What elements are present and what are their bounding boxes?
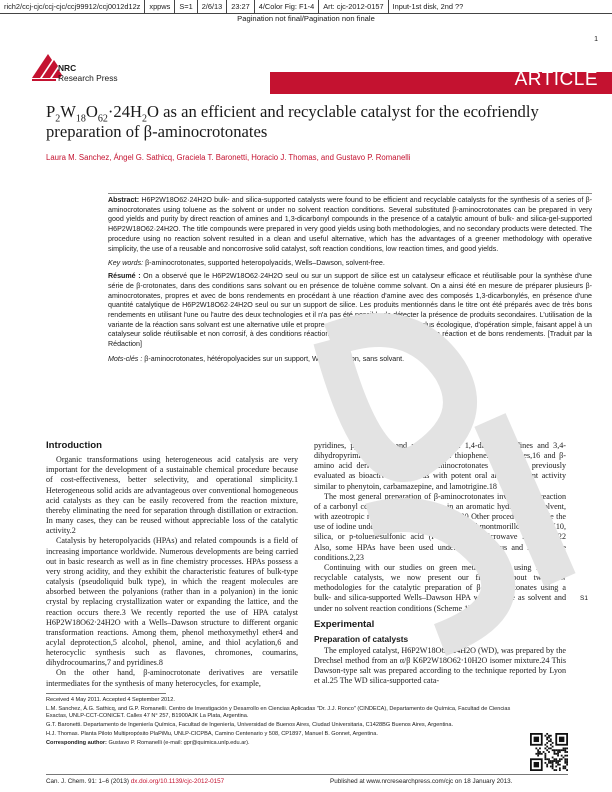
keywords-line: Key words: β-aminocrotonates, supported heteropolyacids, Wells–Dawson, solvent-free. [108, 259, 385, 268]
proof-color-figs: 4/Color Fig: F1-4 [255, 0, 319, 13]
mots-cles-line: Mots-clés : β-aminocrotonates, hétéropolyacides sur un support, Wells–Dawson, sans solvant. [108, 354, 405, 363]
col2-paragraph-2: The most general preparation of β-aminocrotonates involves the reaction of a carbonyl compound with an amine in an aromatic hydrocarbon solvent, with azeotropic removal of formed water.19,20 Other procedures include the use of iodine under solvent-free conditions,21 and montmorillonite clay K10, silica, or p-toluenesulfonic acid (PTSA) under microwave irradiation.22 Also, some HPAs have been used under heterogeneous and solvent-free conditions.2,23 [314, 491, 566, 562]
pagination-notice: Pagination not final/Pagination non finale [237, 14, 375, 23]
proof-info-bar [0, 0, 612, 14]
scheme-marker: S1 [580, 595, 588, 602]
intro-paragraph-1: Organic transformations using heterogeneous acid catalysis are very important for the development of a sustainable chemical procedure because of cost-effectiveness, better selectivity, and operational simplicity.1 Heterogeneous solid acids are advantageous over conventional homogeneous acid catalysts as they can be easily recovered from the reaction mixture, thereby eliminating the need for separation through distillation or extraction. In many cases, they can be reused without appreciable loss of the catalytic activity.2 [46, 455, 298, 536]
proof-article-id: Art: cjc-2012-0157 [319, 0, 388, 13]
intro-heading: Introduction [46, 440, 102, 451]
received-dates: Received 4 May 2011. Accepted 4 September 2012. [46, 697, 175, 703]
proof-path: rich2/ccj-cjc/ccj-cjc/ccj99912/ccj0012d12z [0, 0, 145, 13]
publisher-subname: Research Press [58, 73, 118, 83]
col2-paragraph-3: Continuing with our studies on green methodologies using HPAs as recyclable catalysts, we now present our findings about two new methodologies for the catalytic preparation of β-aminocrotonates using a bulk- and silica-supported Wells–Dawson HPA with toluene as solvent and under no solvent reaction conditions (Scheme 1). [314, 562, 566, 613]
abstract-paragraph: Abstract: H6P2W18O62·24H2O bulk- and silica-supported catalysts were found to be efficient and recyclable catalysts for the synthesis of a series of β-aminocrotonates using toluene as the solvent or under no solvent reaction conditions. Several substituted β-aminocrotonates can be prepared in very good yields and purity by direct reaction of amines and 1,3-dicarbonyl compounds in the presence of a catalytic amount of bulk- and silica-gel-supported H6P2W18O62·24H2O. The title compounds were prepared in very good yields using both methodologies, and no secondary products were detected. The procedure using no reaction solvent resulted in a clean and useful alternative, which has the advantages of a greener methodology with operative simplicity, the use of a reusable and noncorrosive solid catalyst, soft reaction conditions, low reaction times, and good yields. [108, 196, 592, 253]
experimental-heading: Experimental [314, 618, 375, 630]
abstract-block [108, 196, 592, 368]
affiliation-3: H.J. Thomas. Planta Piloto Multipropósito PlaPiMu, UNLP-CICPBA, Camino Centenario y 508, CP1897, Manuel B. Gonnet, Argentina. [46, 731, 378, 738]
article-type-label: ARTICLE [514, 69, 598, 90]
col2-paragraph-1: pyridines, pyrimidines, and pyrazoles,9–12 1,4-dihydropyridines and 3,4-dihydropyrimidines,13,14 tetrasubstituted thiophenes,15 pyrroles,16 and β-amino acid derivatives.17 Also, β-aminocrotonates have been previously evaluated as bioactive compounds with potent oral anticonvulsant activity similar to phenytoin, carbamazepine, and lamotrigine.18 [314, 441, 566, 491]
proof-system: xppws [145, 0, 175, 13]
corresponding-author: Corresponding author: Gustavo P. Romanelli (e-mail: gpr@quimica.unlp.edu.ar). [46, 740, 250, 747]
affiliation-2: G.T. Baronetti. Departamento de Ingeniería Química, Facultad de Ingeniería, Universidad de Buenos Aires, Ciudad Universitaria, C1428BG Buenos Aires, Argentina. [46, 722, 454, 729]
catalyst-subheading: Preparation of catalysts [314, 633, 409, 644]
publisher-name: NRC [58, 63, 77, 73]
footnotes [46, 697, 546, 749]
bottom-rule [46, 774, 568, 775]
intro-paragraph-2: Catalysis by heteropolyacids (HPAs) and related compounds is a field of increasing importance worldwide. Numerous developments are being carried out in basic research as well as in fine chemistry processes. HPAs possess a very strong acidity, and they exhibit the characteristic features of bulk-type catalysis (pseudoliquid bulk type), in which the reagent molecules are absorbed between the polyanions (rather than in a polyanion) in the ionic crystal by replacing crystallization water or expanding the lattice, and the reaction occurs there.3 We recently reported the use of HPA catalyst H6P2W18O62·24H2O with a Wells–Dawson structure to different organic transformation reactions. Among them, phenol methoxymethyl ether4 and acylal deprotection,5 alcohol, phenol, amine, and thiol acylation,6 and heterocyclic synthesis such as flavones, chromones, coumarins, dihydrocoumarins,7 and pyridines.8 [46, 536, 298, 668]
resume-paragraph: Résumé : On a observé que le H6P2W18O62·24H2O seul ou sur un support de silice est un catalyseur efficace et réutilisable pour la synthèse d'une série de β-crotonates, dans des conditions sans solvant ou en présence de toluène comme solvant. On a ainsi été en mesure de préparer plusieurs β-aminocrotonates, propres et avec de bons rendements en procédant à une réaction d'amine avec des composés 1,3-dicarbonylés, en présence d'une quantité catalytique de H6P2W18O62·24H2O seul ou sur un support de silice. Les produits mentionnés dans le titre ont été préparés avec de très bons rendements en utilisant l'une ou l'autre des deux technologies et il n'a pas été possible de détecter la présence de produits secondaires. L'utilisation de la variante de la réaction sans solvant est une alternative utile et propre qui présente l'avantage d'être plus écologique, d'opération simple, faisant appel à un catalyseur solide réutilisable et non corrosif, à des conditions réactionnelles douces, de faibles temps de réaction et de bons rendements. [Traduit par la Rédaction] [108, 272, 592, 349]
proof-input: Input-1st disk, 2nd ?? [392, 2, 464, 11]
page-number: 1 [594, 36, 598, 43]
right-column [314, 441, 566, 687]
proof-sequence: S=1 [175, 0, 197, 13]
doi-link[interactable]: dx.doi.org/10.1139/cjc-2012-0157 [130, 778, 225, 785]
proof-time: 23:27 [227, 0, 255, 13]
article-title: $P_2W_{18}O_{62}\cdot 24H_2O$ as an efficient and recyclable catalyst for the ecofriendly preparation of β-aminocrotonates [46, 102, 539, 141]
qr-code-icon[interactable] [530, 733, 568, 771]
nrc-logo-icon [28, 48, 148, 94]
publication-notice: Published at www.nrcresearchpress.com/cjc on 18 January 2013. [330, 778, 513, 785]
affiliation-1: L.M. Sanchez, Á.G. Sathicq, and G.P. Romanelli. Centro de Investigación y Desarrollo en Ciencias Aplicadas "Dr. J.J. Ronco" (CINDECA), Departamento de Química, Facultad de Ciencias Exactas, UNLP-CCT-CONICET. Calles 47 N° 257, B1900AJK La Plata, Argentina. [46, 705, 511, 720]
journal-citation: Can. J. Chem. 91: 1–6 (2013) dx.doi.org/10.1139/cjc-2012-0157 [46, 778, 225, 785]
abstract-top-rule [108, 193, 592, 194]
author-list: Laura M. Sanchez, Ángel G. Sathicq, Graciela T. Baronetti, Horacio J. Thomas, and Gustavo P. Romanelli [46, 153, 411, 162]
intro-paragraph-3: On the other hand, β-aminocrotonate derivatives are versatile intermediates for the synthesis of many heterocycles, for example, [46, 668, 298, 688]
col2-paragraph-4: The employed catalyst, H6P2W18O62·24H2O (WD), was prepared by the Drechsel method from an α/β K6P2W18O62·10H2O isomer mixture.24 This Dawson-type salt was prepared according to the technique reported by Lyon et al.25 The WD silica-supported cata- [314, 645, 566, 686]
left-column [46, 441, 298, 689]
footnote-rule [46, 693, 166, 694]
proof-date: 2/6/13 [198, 0, 228, 13]
